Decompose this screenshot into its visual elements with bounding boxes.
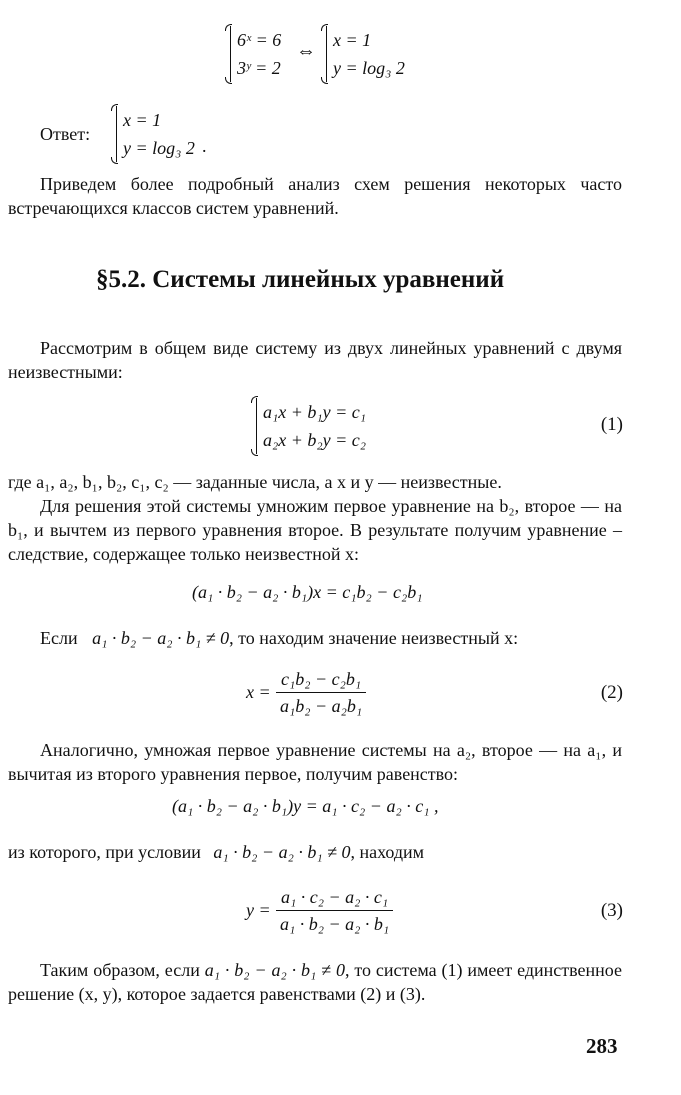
equation-number-1: (1) [600, 414, 623, 435]
paragraph-7 [8, 958, 622, 1006]
equation-3-lhs: y = [246, 900, 271, 920]
paragraph-5: Аналогично, умножая первое уравнение системы на a₂, второе — на a₁, и вычитая из второго уравнения первое, получим равенство: [8, 740, 622, 784]
equation-3-denominator: a₁ · b₂ − a₂ · b₁ [280, 914, 390, 934]
top-system-left [230, 26, 281, 82]
linear-system [256, 398, 366, 454]
paragraph-1: Рассмотрим в общем виде систему из двух линейных уравнений с двумя неизвестными: [8, 338, 622, 382]
paragraph-3: Для решения этой системы умножим первое уравнение на b₂, второе — на b₁, и вычтем из первого уравнения второе. В результате получим уравнение – следствие, содержащее только неизвестной x: [8, 496, 622, 564]
answer-system [116, 106, 195, 162]
answer-period: . [202, 136, 207, 156]
equation-2-lhs: x = [246, 682, 271, 702]
top-system-left-line2: 3ʸ = 2 [237, 58, 281, 78]
top-system-right-line2: y = log₃ 2 [333, 58, 405, 78]
intro-paragraph: Приведем более подробный анализ схем решения некоторых часто встречающихся классов систем уравнений. [8, 174, 622, 218]
paragraph-4-end: , то находим значение неизвестный x: [229, 628, 519, 648]
equation-number-3: (3) [600, 900, 623, 921]
equivalence-arrow: ⇔ [296, 40, 316, 62]
consequence-equation-y: (a₁ · b₂ − a₂ · b₁)y = a₁ · c₂ − a₂ · c₁ , [172, 796, 439, 816]
consequence-equation-x: (a₁ · b₂ − a₂ · b₁)x = c₁b₂ − c₂b₁ [192, 582, 423, 602]
linear-system-eq1: a₁x + b₁y = c₁ [263, 402, 367, 422]
top-system-right [326, 26, 405, 82]
paragraph-6-start: из которого, при условии [8, 842, 201, 862]
linear-system-eq2: a₂x + b₂y = c₂ [263, 430, 367, 450]
equation-2-fraction [276, 668, 366, 717]
paragraph-6-condition: a₁ · b₂ − a₂ · b₁ ≠ 0 [213, 842, 351, 862]
paragraph-4 [40, 628, 518, 649]
answer-line1: x = 1 [123, 110, 162, 130]
paragraph-2: где a₁, a₂, b₁, b₂, c₁, c₂ — заданные числа, а x и y — неизвестные. [8, 472, 502, 492]
section-title: §5.2. Системы линейных уравнений [96, 266, 505, 293]
equation-number-2: (2) [600, 682, 623, 703]
paragraph-4-condition: a₁ · b₂ − a₂ · b₁ ≠ 0 [92, 628, 230, 648]
equation-3-fraction [276, 886, 393, 935]
top-system-left-line1: 6ˣ = 6 [237, 30, 282, 50]
paragraph-7-condition: a₁ · b₂ − a₂ · b₁ ≠ 0 [204, 960, 345, 980]
equation-3-numerator: a₁ · c₂ − a₂ · c₁ [276, 886, 393, 911]
top-system-right-line1: x = 1 [333, 30, 372, 50]
answer-line2: y = log₃ 2 [123, 138, 195, 158]
paragraph-6 [8, 842, 424, 863]
page-number: 283 [586, 1034, 618, 1058]
answer-label: Ответ: [40, 124, 91, 144]
equation-2-denominator: a₁b₂ − a₂b₁ [280, 696, 363, 716]
paragraph-7-end: , то система (1) имеет единственное решение (x, y), которое задается равенствами (2) и (3). [8, 960, 623, 1004]
paragraph-6-end: , находим [350, 842, 425, 862]
paragraph-7-start: Таким образом, если [40, 960, 200, 980]
paragraph-4-start: Если [40, 628, 78, 648]
equation-2-numerator: c₁b₂ − c₂b₁ [276, 668, 366, 693]
